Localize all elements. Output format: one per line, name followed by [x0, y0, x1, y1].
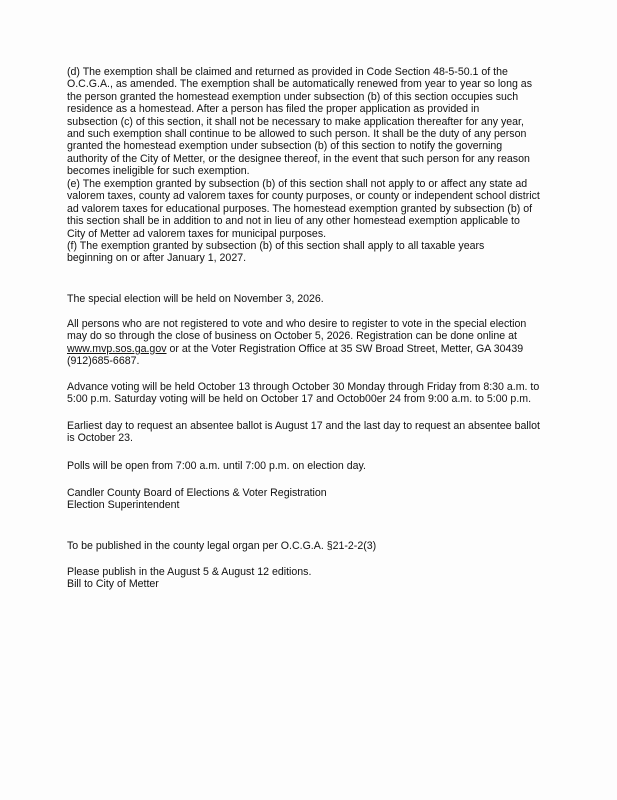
text-line: subsection (c) of this section, it shall not be necessary to make application thereafter for any year, [67, 115, 524, 128]
text-line: beginning on or after January 1, 2027. [67, 252, 247, 265]
text-line: Earliest day to request an absentee ballot is August 17 and the last day to request an absentee ballot [67, 420, 540, 432]
text-line: the person granted the homestead exemption under subsection (b) of this section occupies such [67, 90, 519, 103]
advance-voting-paragraph [67, 381, 559, 406]
text-line: granted the homestead exemption under subsection (b) of this section to notify the governing [67, 140, 503, 153]
exemption-paragraph-d [67, 66, 559, 178]
editions-paragraph [67, 566, 559, 591]
text-line: (912)685-6687. [67, 355, 140, 368]
text-line: (f) The exemption granted by subsection (b) of this section shall apply to all taxable years [67, 240, 485, 252]
text-line: and such exemption shall continue to be allowed to such person. It shall be the duty of any person [67, 128, 527, 141]
text-line: valorem taxes, county ad valorem taxes for county purposes, or county or independent school district [67, 190, 540, 203]
text-line: City of Metter ad valorem taxes for municipal purposes. [67, 227, 327, 240]
text-line: this section shall be in addition to and not in lieu of any other homestead exemption applicable to [67, 215, 520, 228]
text-line: Please publish in the August 5 & August 12 editions. [67, 566, 312, 578]
text-line: is October 23. [67, 432, 133, 445]
text-line: The special election will be held on November 3, 2026. [67, 293, 324, 305]
exemption-paragraph-f [67, 240, 559, 265]
text-line: Election Superintendent [67, 499, 180, 512]
text-line: Polls will be open from 7:00 a.m. until 7:00 p.m. on election day. [67, 460, 366, 472]
text-line: becomes ineligible for such exemption. [67, 165, 250, 178]
polls-paragraph [67, 460, 559, 472]
election-date-paragraph [67, 293, 559, 305]
text-line: authority of the City of Metter, or the designee thereof, in the event that such person for any reason [67, 152, 530, 165]
text-line: O.C.G.A., as amended. The exemption shall be automatically renewed from year to year so long as [67, 78, 532, 91]
text-line: Advance voting will be held October 13 through October 30 Monday through Friday from 8:30 a.m. to [67, 381, 540, 393]
text-line: Candler County Board of Elections & Voter Registration [67, 487, 327, 499]
text-line: 5:00 p.m. Saturday voting will be held on October 17 and Octob00er 24 from 9:00 a.m. to 5:00 p.m. [67, 393, 532, 406]
text-fragment: or at the Voter Registration Office at 35 SW Broad Street, Metter, GA 30439 [166, 342, 524, 355]
text-line: may do so through the close of business on October 5, 2026. Registration can be done online at [67, 330, 517, 343]
text-line: To be published in the county legal organ per O.C.G.A. §21-2-2(3) [67, 540, 377, 552]
text-line: All persons who are not registered to vote and who desire to register to vote in the special election [67, 318, 527, 330]
text-line: (e) The exemption granted by subsection (b) of this section shall not apply to or affect any state ad [67, 178, 528, 190]
text-line [67, 343, 559, 355]
signature-block [67, 487, 559, 512]
text-line: Bill to City of Metter [67, 578, 159, 591]
publish-note-paragraph [67, 540, 559, 552]
text-line: (d) The exemption shall be claimed and returned as provided in Code Section 48-5-50.1 of the [67, 66, 508, 78]
text-line: residence as a homestead. After a person has filed the proper application as provided in [67, 103, 480, 116]
registration-link[interactable]: www.mvp.sos.ga.gov [67, 342, 167, 355]
registration-paragraph [67, 318, 559, 368]
absentee-paragraph [67, 420, 559, 445]
exemption-paragraph-e [67, 178, 559, 240]
text-line: ad valorem taxes for educational purposes. The homestead exemption granted by subsection (b) of [67, 202, 533, 215]
